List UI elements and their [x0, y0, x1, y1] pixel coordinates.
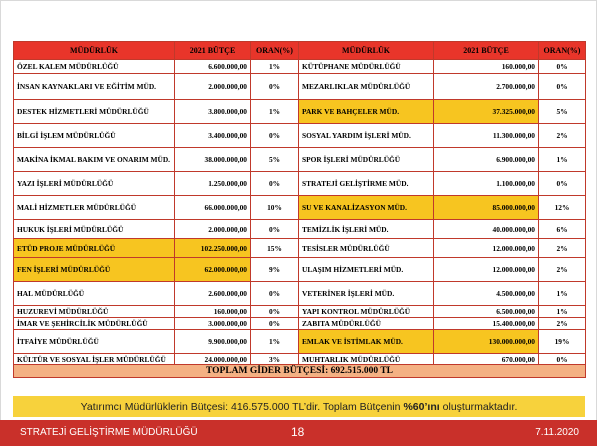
note-text: Yatırımcı Müdürlüklerin Bütçesi: 416.575.000 TL’dir. Toplam Bütçenin [80, 400, 401, 413]
department-name: MALİ HİZMETLER MÜDÜRLÜĞÜ [14, 196, 175, 220]
budget-value: 1.100.000,00 [434, 172, 539, 196]
budget-value: 2.000.000,00 [175, 220, 251, 239]
budget-value: 3.000.000,00 [175, 318, 251, 330]
department-name: YAZI İŞLERİ MÜDÜRLÜĞÜ [14, 172, 175, 196]
header-mudurluk-2: MÜDÜRLÜK [299, 42, 434, 60]
budget-value: 3.800.000,00 [175, 100, 251, 124]
budget-value: 62.000.000,00 [175, 258, 251, 282]
ratio-value: 2% [539, 124, 586, 148]
department-name: ÖZEL KALEM MÜDÜRLÜĞÜ [14, 60, 175, 74]
department-name: MAKİNA İKMAL BAKIM VE ONARIM MÜD. [14, 148, 175, 172]
budget-table-wrap [13, 41, 585, 378]
ratio-value: 0% [251, 124, 299, 148]
ratio-value: 19% [539, 330, 586, 354]
department-name: ETÜD PROJE MÜDÜRLÜĞÜ [14, 239, 175, 258]
ratio-value: 0% [251, 220, 299, 239]
budget-value: 670.000,00 [434, 354, 539, 365]
department-name: İTFAİYE MÜDÜRLÜĞÜ [14, 330, 175, 354]
header-oran-1: ORAN(%) [251, 42, 299, 60]
ratio-value: 0% [539, 354, 586, 365]
ratio-value: 0% [251, 172, 299, 196]
note-percentage: %60’ını [403, 400, 440, 413]
table-row [14, 239, 586, 258]
footer-department: STRATEJİ GELİŞTİRME MÜDÜRLÜĞÜ [20, 427, 198, 438]
ratio-value: 5% [251, 148, 299, 172]
budget-value: 130.000.000,00 [434, 330, 539, 354]
header-mudurluk-1: MÜDÜRLÜK [14, 42, 175, 60]
department-name: FEN İŞLERİ MÜDÜRLÜĞÜ [14, 258, 175, 282]
ratio-value: 1% [539, 282, 586, 306]
department-name: MEZARLIKLAR MÜDÜRLÜĞÜ [299, 74, 434, 100]
table-row [14, 330, 586, 354]
table-row [14, 258, 586, 282]
table-row [14, 60, 586, 74]
budget-value: 66.000.000,00 [175, 196, 251, 220]
ratio-value: 0% [539, 60, 586, 74]
department-name: İMAR VE ŞEHİRCİLİK MÜDÜRLÜĞÜ [14, 318, 175, 330]
department-name: DESTEK HİZMETLERİ MÜDÜRLÜĞÜ [14, 100, 175, 124]
department-name: HUKUK İŞLERİ MÜDÜRLÜĞÜ [14, 220, 175, 239]
department-name: YAPI KONTROL MÜDÜRLÜĞÜ [299, 306, 434, 318]
budget-value: 11.300.000,00 [434, 124, 539, 148]
department-name: VETERİNER İŞLERİ MÜD. [299, 282, 434, 306]
budget-value: 37.325.000,00 [434, 100, 539, 124]
table-row [14, 172, 586, 196]
budget-value: 40.000.000,00 [434, 220, 539, 239]
department-name: HAL MÜDÜRLÜĞÜ [14, 282, 175, 306]
ratio-value: 10% [251, 196, 299, 220]
budget-value: 3.400.000,00 [175, 124, 251, 148]
note-text-end: oluşturmaktadır. [442, 400, 518, 413]
ratio-value: 6% [539, 220, 586, 239]
budget-value: 2.700.000,00 [434, 74, 539, 100]
department-name: İNSAN KAYNAKLARI VE EĞİTİM MÜD. [14, 74, 175, 100]
ratio-value: 2% [539, 258, 586, 282]
ratio-value: 2% [539, 239, 586, 258]
department-name: SPOR İŞLERİ MÜDÜRLÜĞÜ [299, 148, 434, 172]
budget-value: 12.000.000,00 [434, 258, 539, 282]
table-row [14, 74, 586, 100]
ratio-value: 0% [251, 282, 299, 306]
budget-value: 160.000,00 [434, 60, 539, 74]
ratio-value: 0% [539, 172, 586, 196]
ratio-value: 1% [539, 148, 586, 172]
budget-table [13, 41, 586, 378]
department-name: KÜTÜPHANE MÜDÜRLÜĞÜ [299, 60, 434, 74]
table-row [14, 220, 586, 239]
ratio-value: 0% [251, 306, 299, 318]
department-name: TEMİZLİK İŞLERİ MÜD. [299, 220, 434, 239]
ratio-value: 1% [539, 306, 586, 318]
budget-value: 6.600.000,00 [175, 60, 251, 74]
ratio-value: 5% [539, 100, 586, 124]
ratio-value: 3% [251, 354, 299, 365]
table-row [14, 100, 586, 124]
budget-value: 4.500.000,00 [434, 282, 539, 306]
budget-value: 9.900.000,00 [175, 330, 251, 354]
budget-value: 6.900.000,00 [434, 148, 539, 172]
ratio-value: 0% [539, 74, 586, 100]
table-row [14, 354, 586, 365]
budget-value: 12.000.000,00 [434, 239, 539, 258]
department-name: MUHTARLIK MÜDÜRLÜĞÜ [299, 354, 434, 365]
footer-bar [0, 420, 597, 446]
total-row [14, 365, 586, 378]
department-name: HUZUREVİ MÜDÜRLÜĞÜ [14, 306, 175, 318]
budget-value: 6.500.000,00 [434, 306, 539, 318]
table-row [14, 306, 586, 318]
budget-value: 102.250.000,00 [175, 239, 251, 258]
table-row [14, 318, 586, 330]
table-row [14, 196, 586, 220]
budget-value: 85.000.000,00 [434, 196, 539, 220]
header-butce-2: 2021 BÜTÇE [434, 42, 539, 60]
page-number: 18 [291, 425, 305, 439]
ratio-value: 0% [251, 318, 299, 330]
table-row [14, 124, 586, 148]
budget-value: 2.600.000,00 [175, 282, 251, 306]
budget-value: 38.000.000,00 [175, 148, 251, 172]
department-name: ULAŞIM HİZMETLERİ MÜD. [299, 258, 434, 282]
header-oran-2: ORAN(%) [539, 42, 586, 60]
ratio-value: 0% [251, 74, 299, 100]
total-budget: TOPLAM GİDER BÜTÇESİ: 692.515.000 TL [14, 365, 586, 378]
budget-value: 15.400.000,00 [434, 318, 539, 330]
budget-value: 160.000,00 [175, 306, 251, 318]
table-row [14, 282, 586, 306]
footer-date: 7.11.2020 [535, 427, 579, 438]
ratio-value: 15% [251, 239, 299, 258]
ratio-value: 12% [539, 196, 586, 220]
department-name: BİLGİ İŞLEM MÜDÜRLÜĞÜ [14, 124, 175, 148]
table-row [14, 148, 586, 172]
department-name: EMLAK VE İSTİMLAK MÜD. [299, 330, 434, 354]
department-name: TESİSLER MÜDÜRLÜĞÜ [299, 239, 434, 258]
ratio-value: 9% [251, 258, 299, 282]
department-name: SU VE KANALİZASYON MÜD. [299, 196, 434, 220]
budget-value: 24.000.000,00 [175, 354, 251, 365]
department-name: SOSYAL YARDIM İŞLERİ MÜD. [299, 124, 434, 148]
ratio-value: 1% [251, 60, 299, 74]
ratio-value: 1% [251, 330, 299, 354]
summary-note [13, 396, 585, 417]
budget-value: 2.000.000,00 [175, 74, 251, 100]
ratio-value: 2% [539, 318, 586, 330]
department-name: PARK VE BAHÇELER MÜD. [299, 100, 434, 124]
department-name: STRATEJİ GELİŞTİRME MÜD. [299, 172, 434, 196]
budget-value: 1.250.000,00 [175, 172, 251, 196]
department-name: KÜLTÜR VE SOSYAL İŞLER MÜDÜRLÜĞÜ [14, 354, 175, 365]
table-header-row [14, 42, 586, 60]
department-name: ZABITA MÜDÜRLÜĞÜ [299, 318, 434, 330]
header-butce-1: 2021 BÜTÇE [175, 42, 251, 60]
ratio-value: 1% [251, 100, 299, 124]
